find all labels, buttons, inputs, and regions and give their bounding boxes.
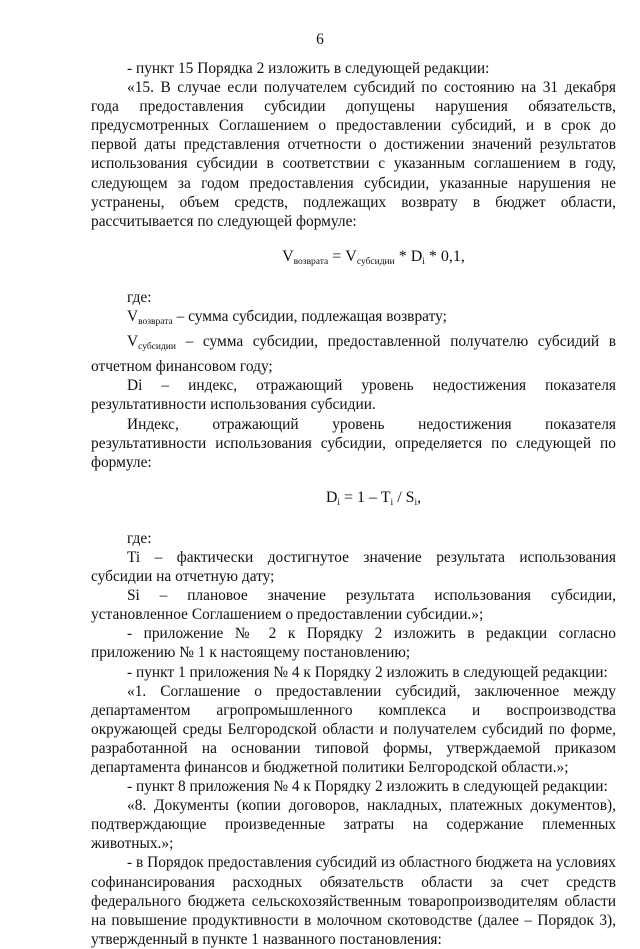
where-label-1: где: <box>127 288 152 306</box>
def-symbol: V <box>127 333 139 351</box>
formula-v: V <box>282 247 294 265</box>
formula-eq: = <box>328 247 346 265</box>
paragraph-appendix-2: - приложение № 2 к Порядку 2 изложить в редакции согласно приложению № 1 к настоящему постановлению; <box>91 625 616 662</box>
formula-v2: V <box>345 247 357 265</box>
paragraph-agreement: «1. Соглашение о предоставлении субсидий, заключенное между департаментом агропромышленного комплекса и воспроизводства окружающей среды Белгородской области и получателем субсидий по форме, разработанной на основании типовой формы, утверждаемой приказом департамента финансов и бюджетной политики Белгородской области.»; <box>91 682 616 776</box>
def-symbol: V <box>127 308 139 326</box>
formula-tail: * 0,1, <box>424 247 465 265</box>
formula-return-amount <box>91 247 616 272</box>
definition-si: Si – плановое значение результата использования субсидии, установленное Соглашением о предоставлении субсидии.»; <box>91 587 616 624</box>
paragraph-procedure-3: - в Порядок предоставления субсидий из областного бюджета на условиях софинансирования расходных обязательств области за счет средств федерального бюджета сельскохозяйственным товаропроизводителям области на повышение продуктивности в молочном скотоводстве (далее – Порядок 3), утвержденный в пункте 1 названного постановления: <box>91 854 616 948</box>
where-label-2: где: <box>127 529 152 547</box>
formula-tail: , <box>417 488 422 506</box>
formula-sub-return: возврата <box>293 256 329 267</box>
def-text: – сумма субсидии, подлежащая возврату; <box>172 308 447 326</box>
def-subscript: субсидии <box>138 342 176 353</box>
formula-index <box>91 488 616 513</box>
paragraph-documents: «8. Документы (копии договоров, накладных, платежных документов), подтверждающие произведенные затраты на содержание племенных животных.»; <box>91 797 616 853</box>
formula-sub-i3: i <box>414 497 418 508</box>
paragraph-amend-point-15: - пункт 15 Порядка 2 изложить в следующей редакции: <box>127 60 490 77</box>
formula-times: * D <box>394 247 423 265</box>
definition-v-subsidy <box>91 332 616 376</box>
formula-d: D <box>325 488 338 506</box>
formula-sub-i2: i <box>390 497 394 508</box>
def-subscript: возврата <box>138 317 173 328</box>
formula-sub-subsidy: субсидии <box>356 256 395 267</box>
formula-sub-i: i <box>422 256 425 267</box>
paragraph-point-15-text: «15. В случае если получателем субсидий по состоянию на 31 декабря года предоставления субсидии допущены нарушения обязательств, предусмотренных Соглашением о предоставлении субсидий, и в срок до первой даты представления отчетности о достижении значений результатов использования субсидии в соответствии с указанным соглашением в году, следующем за годом предоставления субсидии, указанные нарушения не устранены, объем средств, подлежащих возврату в бюджет области, рассчитывается по следующей формуле: <box>91 79 616 230</box>
formula-mid: = 1 – T <box>340 488 391 506</box>
document-body <box>91 59 616 949</box>
definition-ti: Ti – фактически достигнутое значение результата использования субсидии на отчетную дату; <box>91 548 616 586</box>
paragraph-amend-appendix-4-p8: - пункт 8 приложения № 4 к Порядку 2 изложить в следующей редакции: <box>127 778 608 796</box>
definition-v-return <box>91 307 616 332</box>
definition-di: Di – индекс, отражающий уровень недостижения показателя результативности использования субсидии. <box>91 377 616 414</box>
formula-sub-i: i <box>337 497 341 508</box>
paragraph-index-intro: Индекс, отражающий уровень недостижения показателя результативности использования субсидии, определяется по следующей по формуле: <box>91 415 616 471</box>
paragraph-amend-appendix-4-p1: - пункт 1 приложения № 4 к Порядку 2 изложить в следующей редакции: <box>127 663 608 681</box>
formula-slash: / S <box>393 488 415 506</box>
def-text: – сумма субсидии, предоставленной получателю субсидий в отчетном финансовом году; <box>91 333 616 376</box>
page-number: 6 <box>316 31 324 48</box>
